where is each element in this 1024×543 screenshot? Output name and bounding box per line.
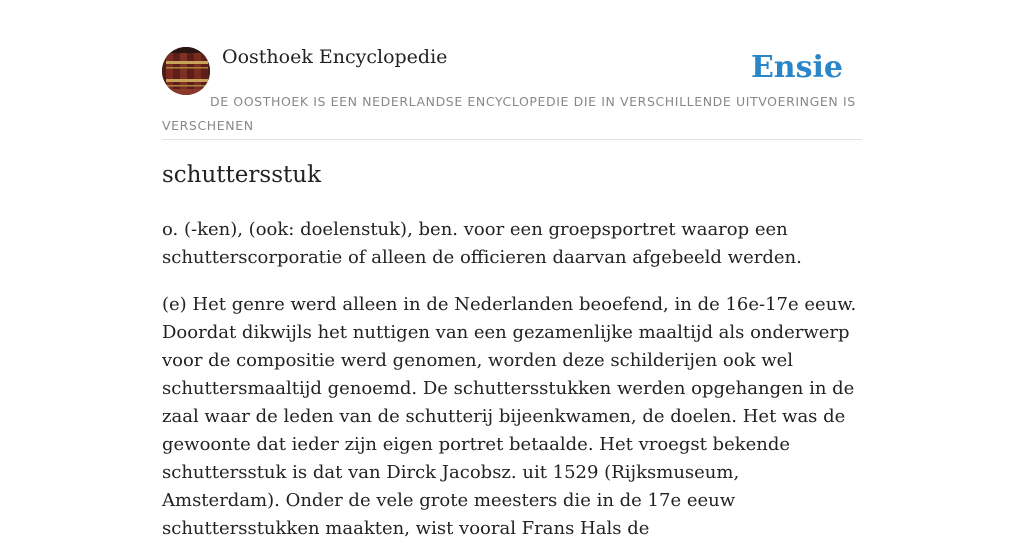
encyclopedia-books-icon[interactable]: [162, 47, 210, 95]
article-paragraph-body: (e) Het genre werd alleen in de Nederlanden beoefend, in de 16e-17e eeuw. Doordat dikwijls het nuttigen van een gezamenlijke maaltijd als onderwerp voor de compositie werd genomen, worden deze schilderijen ook wel schuttersmaaltijd genoemd. De schuttersstukken werden opgehangen in de zaal waar de leden van de schutterij bijeenkwamen, de doelen. Het was de gewoonte dat ieder zijn eigen portret betaalde. Het vroegst bekende schuttersstuk is dat van Dirck Jacobsz. uit 1529 (Rijksmuseum, Amsterdam). Onder de vele grote meesters die in de 17e eeuw schuttersstukken maakten, wist vooral Frans Hals de: [162, 294, 857, 539]
header-divider: [162, 139, 862, 140]
site-tagline: DE OOSTHOEK IS EEN NEDERLANDSE ENCYCLOPEDIE DIE IN VERSCHILLENDE UITVOERINGEN IS VERSCHENEN: [162, 94, 856, 133]
article-paragraph-definition: o. (-ken), (ook: doelenstuk), ben. voor een groepsportret waarop een schutterscorporatie of alleen de officieren daarvan afgebeeld werden.: [162, 219, 802, 268]
article-title: schuttersstuk: [162, 162, 322, 188]
site-name[interactable]: Oosthoek Encyclopedie: [222, 46, 448, 68]
ensie-logo-link[interactable]: Ensie: [750, 50, 843, 85]
